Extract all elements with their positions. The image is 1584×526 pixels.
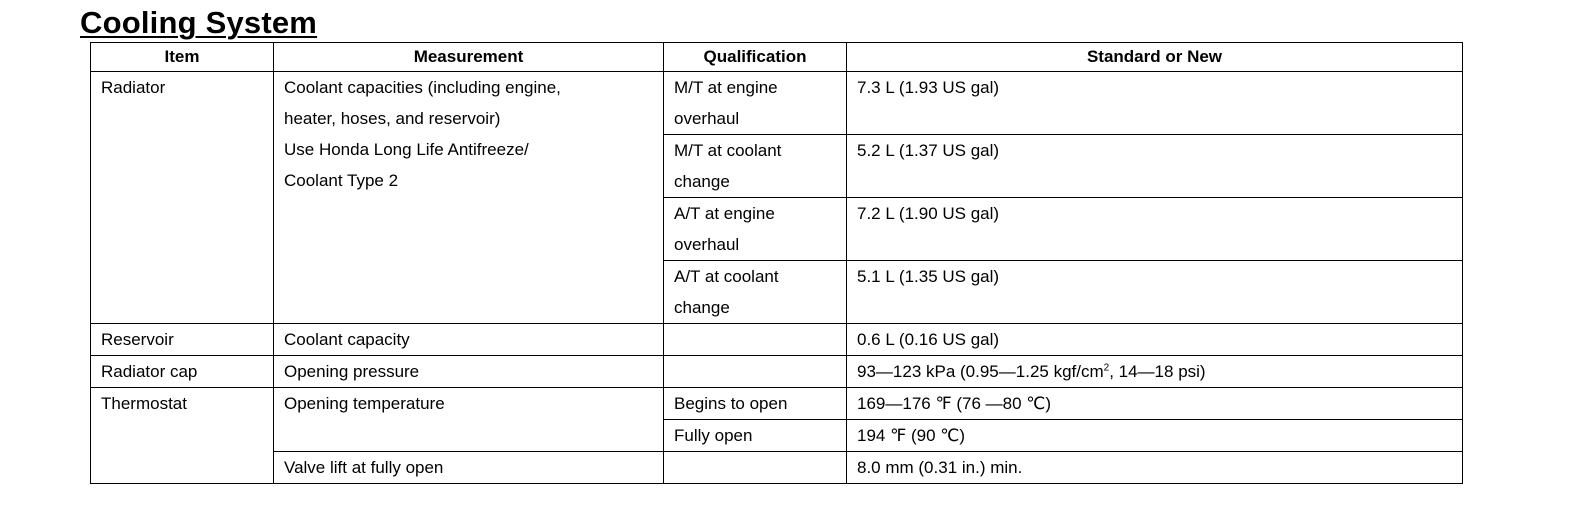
header-item: Item [91,43,274,72]
table-row [91,388,1463,420]
measurement-line: Use Honda Long Life Antifreeze/ [284,140,529,159]
page-title: Cooling System [80,5,318,40]
item-cell: Thermostat [91,388,274,484]
standard-cell: 7.3 L (1.93 US gal) [847,72,1463,135]
standard-text: , 14—18 psi) [1109,362,1206,381]
standard-cell: 0.6 L (0.16 US gal) [847,324,1463,356]
item-cell: Reservoir [91,324,274,356]
item-cell: Radiator cap [91,356,274,388]
measurement-cell: Opening temperature [274,388,664,452]
header-qualification: Qualification [664,43,847,72]
cooling-system-spec-table [90,42,1463,484]
qualification-line: A/T at engine [674,204,775,223]
measurement-line: Coolant capacities (including engine, [284,78,561,97]
measurement-line: heater, hoses, and reservoir) [284,109,501,128]
table-header-row [91,43,1463,72]
qualification-cell [664,261,847,324]
standard-cell: 8.0 mm (0.31 in.) min. [847,452,1463,484]
qualification-cell [664,135,847,198]
qualification-line: overhaul [674,109,740,128]
measurement-cell: Valve lift at fully open [274,452,664,484]
qualification-cell [664,356,847,388]
table-row [91,324,1463,356]
qualification-cell [664,324,847,356]
header-standard: Standard or New [847,43,1463,72]
standard-cell: 5.1 L (1.35 US gal) [847,261,1463,324]
superscript-2: 2 [1103,362,1110,374]
table-row [91,452,1463,484]
qualification-line: M/T at engine [674,78,778,97]
qualification-cell [664,198,847,261]
measurement-cell: Coolant capacity [274,324,664,356]
standard-cell: 194 ℉ (90 ℃) [847,420,1463,452]
measurement-line: Coolant Type 2 [284,171,399,190]
measurement-cell [274,72,664,324]
standard-cell: 5.2 L (1.37 US gal) [847,135,1463,198]
qualification-line: change [674,298,730,317]
standard-text: 93—123 kPa (0.95—1.25 kgf/cm [857,362,1104,381]
qualification-line: change [674,172,730,191]
qualification-cell [664,72,847,135]
qualification-cell [664,452,847,484]
standard-cell [847,356,1463,388]
qualification-cell: Fully open [664,420,847,452]
qualification-cell: Begins to open [664,388,847,420]
table-row [91,356,1463,388]
measurement-cell: Opening pressure [274,356,664,388]
qualification-line: M/T at coolant [674,141,782,160]
qualification-line: A/T at coolant [674,267,779,286]
item-cell: Radiator [91,72,274,324]
qualification-line: overhaul [674,235,740,254]
standard-cell: 7.2 L (1.90 US gal) [847,198,1463,261]
standard-cell: 169—176 ℉ (76 —80 ℃) [847,388,1463,420]
header-measurement: Measurement [274,43,664,72]
table-row [91,72,1463,135]
